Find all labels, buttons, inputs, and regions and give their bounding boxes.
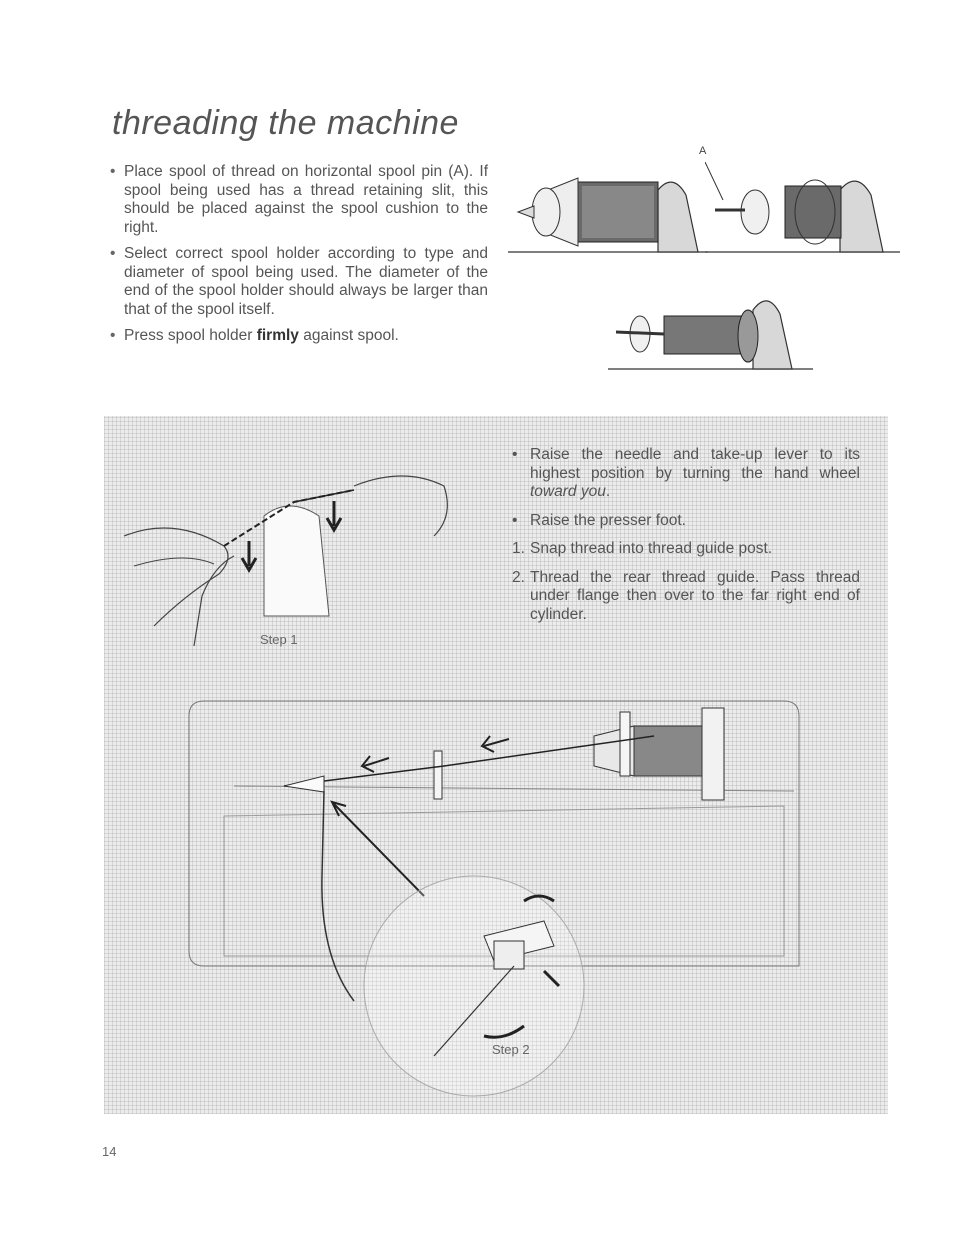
- step-item: • Raise the needle and take-up lever to its highest position by turning the hand wheel toward you.: [512, 446, 860, 500]
- page-title: threading the machine: [112, 104, 459, 142]
- spool-illustration-3: [608, 282, 813, 374]
- page-number: 14: [102, 1144, 117, 1159]
- spool-instructions: [106, 163, 488, 354]
- threading-steps: [512, 446, 860, 634]
- instruction-item: • Select correct spool holder according to type and diameter of spool being used. The diameter of the end of the spool holder should always be larger than that of the spool itself.: [106, 245, 488, 319]
- step1-label: Step 1: [260, 632, 298, 647]
- pin-label-a: A: [699, 145, 707, 157]
- step2-label: Step 2: [492, 1042, 530, 1057]
- threading-diagram-panel: [104, 416, 888, 1114]
- spool-illustration-1: [508, 150, 708, 258]
- step-item: 1. Snap thread into thread guide post.: [512, 540, 773, 557]
- instruction-item: • Place spool of thread on horizontal spool pin (A). If spool being used has a thread retaining slit, this should be placed against the spool cushion to the right.: [106, 163, 488, 237]
- instruction-item: • Press spool holder firmly against spool.: [106, 327, 488, 346]
- emphasis-firmly: firmly: [256, 327, 299, 344]
- step-item: • Raise the presser foot.: [512, 511, 686, 529]
- spool-illustration-2: [705, 150, 900, 258]
- step-item: 2. Thread the rear thread guide. Pass thread under flange then over to the far right end of cylinder.: [512, 568, 860, 623]
